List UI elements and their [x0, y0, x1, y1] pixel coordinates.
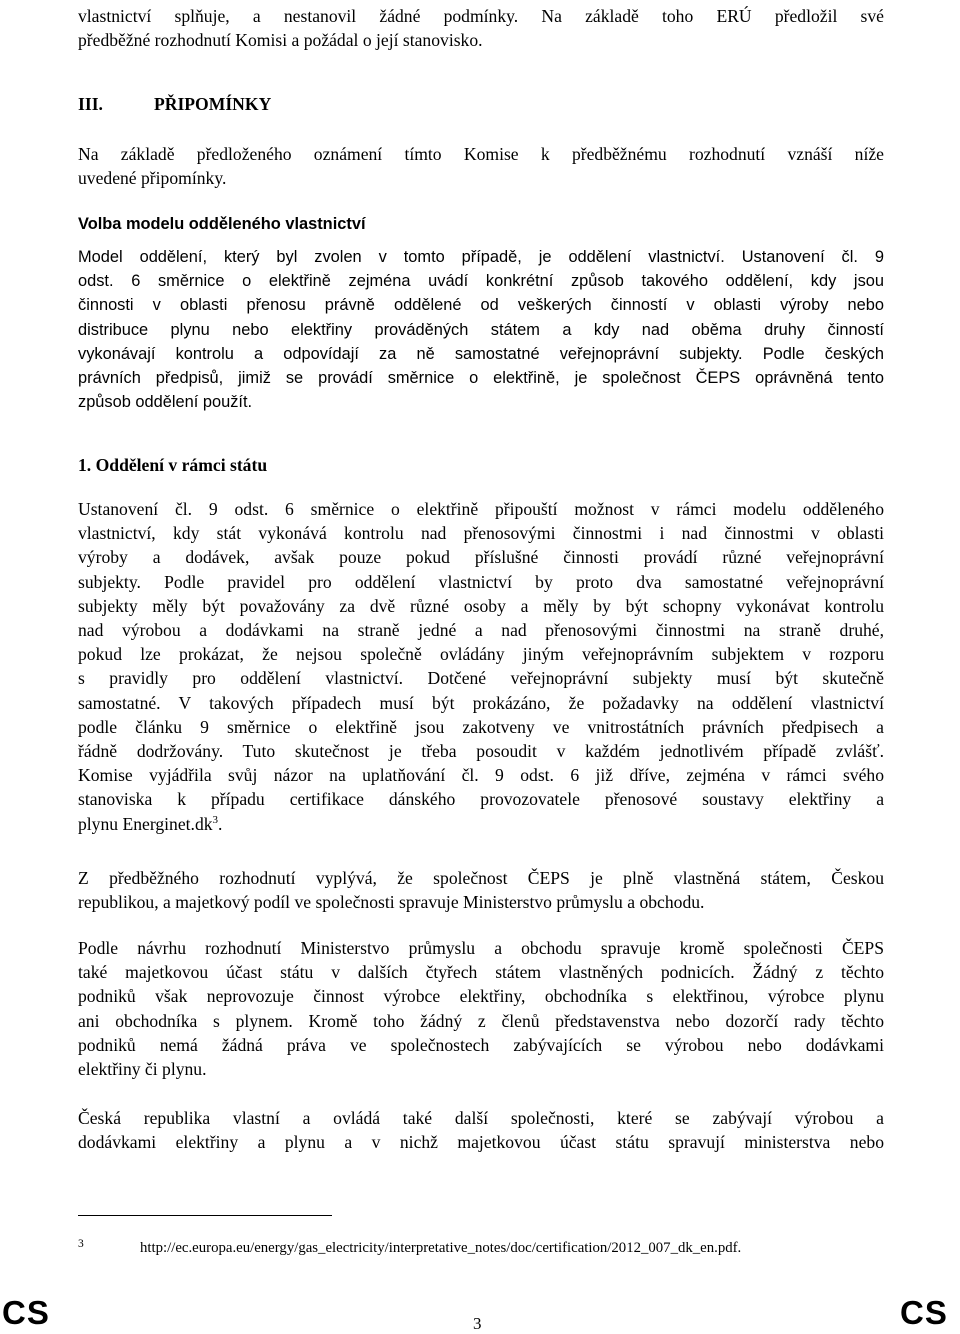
text-line: pokud lze prokázat, že nejsou společně ovládány jiným veřejnoprávním subjektem v rozporu: [78, 644, 884, 665]
paragraph-ownership: [78, 866, 884, 914]
text-line: samostatné. V takových případech musí být prokázáno, že požadavky na oddělení vlastnictví: [78, 692, 884, 713]
subsection-heading: 1. Oddělení v rámci státu: [78, 455, 268, 475]
text-line: dodávkami elektřiny a plynu a v nichž majetkovou účast státu spravují ministerstva nebo: [78, 1132, 884, 1153]
text-line: subjekty měly být považovány za dvě různé osoby a měly by být schopny vykonávat kontrolu: [78, 595, 884, 616]
language-mark-left: CS: [2, 1294, 50, 1331]
text-line: Z předběžného rozhodnutí vyplývá, že společnost ČEPS je plně vlastněná státem, Českou: [78, 868, 884, 888]
text-line: podle článku 9 směrnice o elektřině jsou zakotveny ve vnitrostátních právních předpisech a: [78, 716, 884, 737]
text-line: s pravidly pro oddělení vlastnictví. Dotčené veřejnoprávní subjekty musí být skutečně: [78, 668, 884, 689]
paragraph-state-separation: [78, 497, 884, 836]
paragraph-ministry: [78, 936, 884, 1081]
text-line: Na základě předloženého oznámení tímto Komise k předběžnému rozhodnutí vznáší níže: [78, 144, 884, 164]
language-mark-right: CS: [900, 1294, 948, 1331]
text-line: také majetkovou účast státu v dalších čtyřech státem vlastněných podnicích. Žádný z těchto: [78, 962, 884, 983]
section-intro-paragraph: [78, 142, 884, 190]
text-line: výroby a dodávek, avšak pouze pokud příslušné činnosti provádí různé veřejnoprávní: [78, 547, 884, 568]
text-line: vlastnictví, kdy stát vykonává kontrolu nad přenosovými činnostmi i nad činnostmi v oblasti: [78, 523, 884, 544]
text-line: nad výrobou a dodávkami na straně jedné a nad přenosovými činnostmi na straně druhé,: [78, 620, 884, 641]
text-line: podniků nemá žádná práva ve společnostech zabývajících se výrobou nebo dodávkami: [78, 1034, 884, 1055]
text-line: ani obchodníka s plynem. Kromě toho žádný z členů představenstva nebo dozorčí rady těchto: [78, 1010, 884, 1031]
text-line: činnosti v oblasti přenosu právně oddělené od veškerých činností v oblasti výroby nebo: [78, 296, 884, 315]
footnote-link[interactable]: http://ec.europa.eu/energy/gas_electricity/interpretative_notes/doc/certification/2012_007_dk_en.pdf.: [140, 1240, 742, 1256]
text-line: Model oddělení, který byl zvolen v tomto případě, je oddělení vlastnictví. Ustanovení čl. 9: [78, 248, 884, 266]
text-line: subjekty. Podle pravidel pro oddělení vlastnictví by proto dva samostatné veřejnoprávní: [78, 571, 884, 592]
sentence-end: .: [218, 813, 223, 834]
text-line: uvedené připomínky.: [78, 168, 227, 189]
text-line: vlastnictví splňuje, a nestanovil žádné podmínky. Na základě toho ERÚ předložil své: [78, 6, 884, 26]
footnote-reference[interactable]: 3: [212, 813, 219, 826]
paragraph-model: [78, 245, 884, 414]
paragraph-other-companies: [78, 1106, 884, 1154]
text-line: Česká republika vlastní a ovládá také další společnosti, které se zabývají výrobou a: [78, 1108, 884, 1128]
text-line: podniků však neprovozuje činnost výrobce elektřiny, obchodníka s elektřinou, výrobce plynu: [78, 986, 884, 1007]
footnote-divider: [78, 1215, 332, 1216]
text-line: stanoviska k případu certifikace dánského provozovatele přenosové soustavy elektřiny a: [78, 789, 884, 810]
section-title: PŘIPOMÍNKY: [154, 94, 272, 114]
text-line: právních předpisů, jimiž se provádí směrnice o elektřině, je společnost ČEPS oprávněná tento: [78, 369, 884, 388]
text-line: republikou, a majetkový podíl ve společnosti spravuje Ministerstvo průmyslu a obchodu.: [78, 892, 705, 913]
text-line: Ustanovení čl. 9 odst. 6 směrnice o elektřině připouští možnost v rámci modelu odděleného: [78, 499, 884, 519]
text-line: vykonávají kontrolu a odpovídají za ně samostatné veřejnoprávní subjekty. Podle českých: [78, 344, 884, 363]
text-line: řádně dodržovány. Tuto skutečnost je třeba posoudit v každém jednotlivém případě zvlášť.: [78, 741, 884, 762]
footnote-number: 3: [78, 1238, 84, 1250]
text-line: předběžné rozhodnutí Komisi a požádal o její stanovisko.: [78, 30, 483, 51]
text-line: [78, 812, 884, 836]
text-line: Komise vyjádřila svůj názor na uplatňování čl. 9 odst. 6 již dříve, zejména v rámci svého: [78, 765, 884, 786]
text-line: Podle návrhu rozhodnutí Ministerstvo průmyslu a obchodu spravuje kromě společnosti ČEPS: [78, 938, 884, 958]
section-number: III.: [78, 94, 103, 114]
text-line: distribuce plynu nebo elektřiny prováděných státem a kdy nad oběma druhy činností: [78, 320, 884, 339]
subheading: Volba modelu odděleného vlastnictví: [78, 215, 366, 233]
text-line: elektřiny či plynu.: [78, 1059, 207, 1080]
intro-paragraph: [78, 4, 884, 52]
text-line: odst. 6 směrnice o elektřině zejména uvádí konkrétní způsob takového oddělení, kdy jsou: [78, 272, 884, 291]
text-line: způsob oddělení použít.: [78, 393, 253, 412]
text-line-body: plynu Energinet.dk: [78, 813, 213, 834]
page-number: 3: [473, 1314, 482, 1333]
